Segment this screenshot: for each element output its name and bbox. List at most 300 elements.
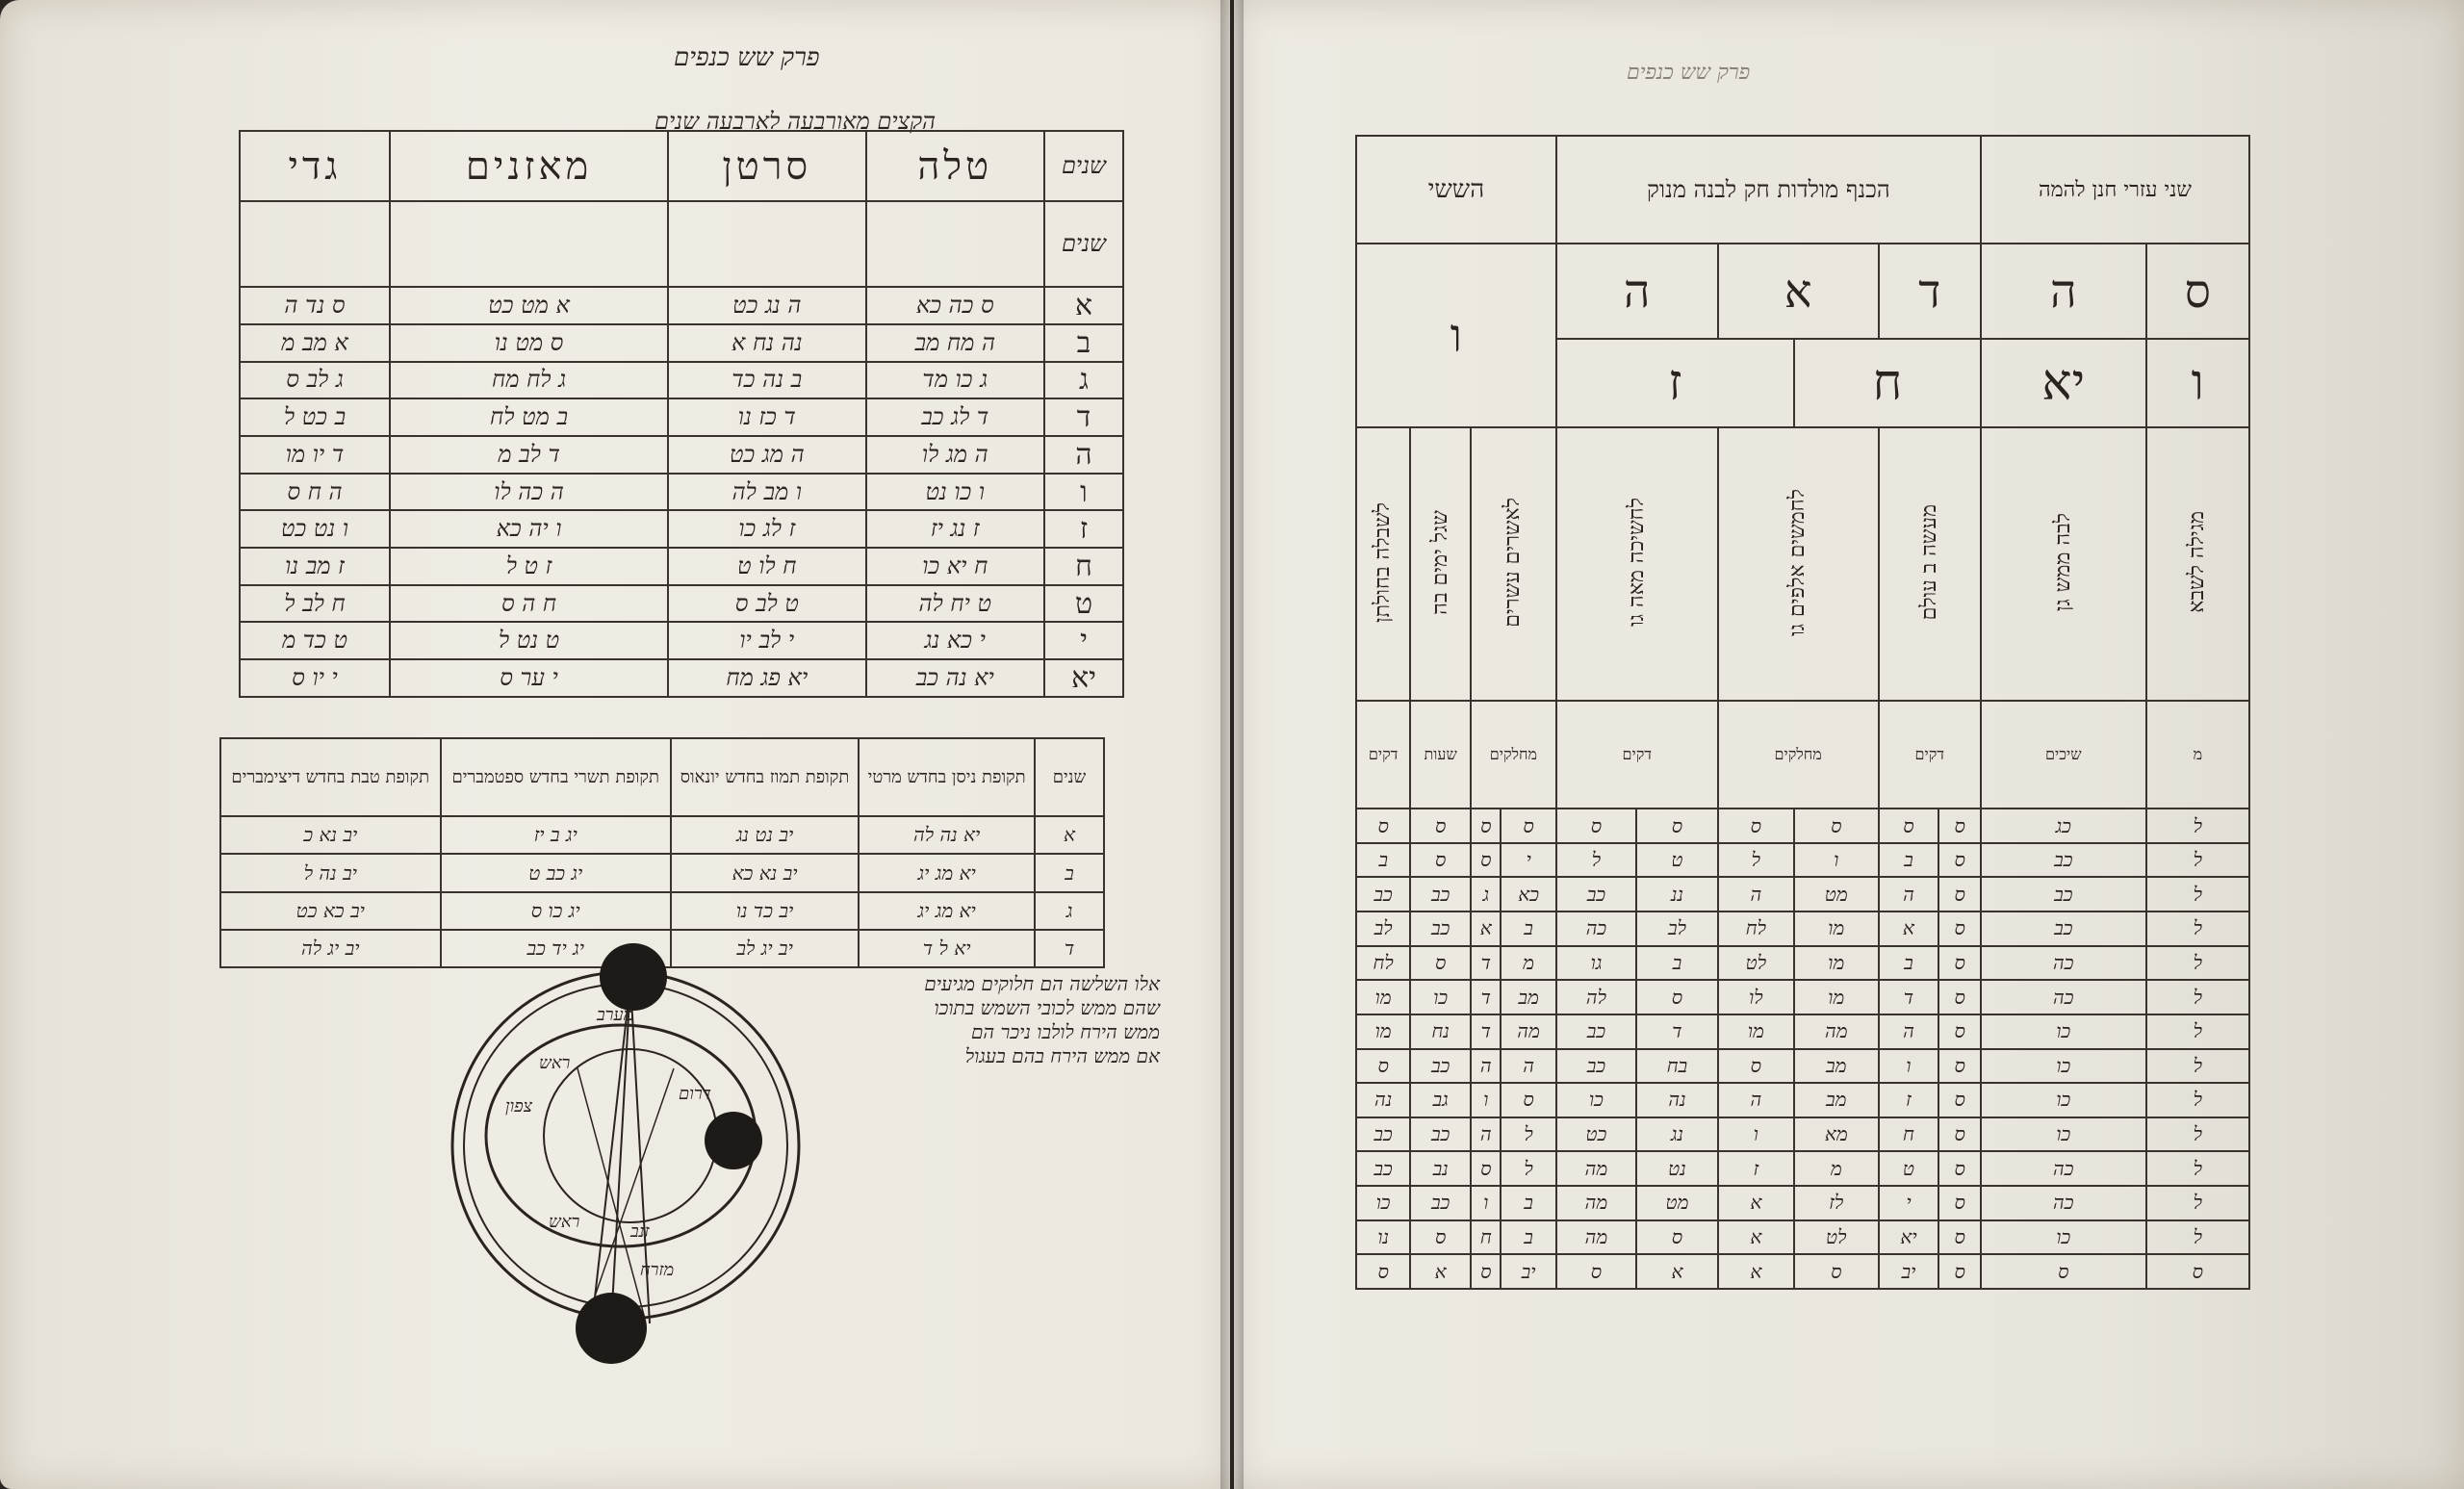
t3-value-cell: ו — [1718, 1117, 1794, 1152]
t3-value-cell: ל — [2146, 946, 2249, 981]
t3-value-cell: ס — [1938, 911, 1981, 946]
t3-value-cell: ס — [1938, 877, 1981, 911]
t3-value-cell: ד — [1879, 980, 1939, 1014]
t1-year-cell: יא — [1044, 659, 1123, 697]
t3-value-cell: כה — [1981, 1151, 2146, 1186]
table-row — [1356, 877, 2249, 911]
t1-year-cell: ט — [1044, 585, 1123, 623]
t2-value-cell: יא מג יג — [859, 854, 1035, 891]
table-row — [240, 585, 1123, 623]
table-row — [1356, 1151, 2249, 1186]
t3-value-cell: מה — [1556, 1220, 1636, 1255]
t3-value-cell: א — [1879, 911, 1939, 946]
t1-value-cell: י ער ס — [390, 659, 668, 697]
t2-head-tammuz: תקופת תמוז בחדש יונאוס — [671, 738, 859, 816]
t1-value-cell: י לב יו — [668, 622, 865, 659]
t1-value-cell: א מב מ — [240, 324, 390, 362]
t3-value-cell: מא — [1794, 1117, 1879, 1152]
t3-head-left: הששי — [1356, 136, 1556, 244]
t2-year-cell: ג — [1035, 892, 1104, 930]
t3-value-cell: א — [1718, 1254, 1794, 1289]
t3-value-cell: ס — [1410, 843, 1471, 878]
t1-year-cell: ה — [1044, 436, 1123, 474]
t3-value-cell: ח — [1471, 1220, 1501, 1255]
t3-value-cell: ס — [1938, 1083, 1981, 1117]
t1-value-cell: א מט כט — [390, 287, 668, 324]
t1-head-aries: טלה — [866, 131, 1044, 201]
t3-value-cell: ס — [1938, 843, 1981, 878]
t3-value-cell: כב — [1410, 1186, 1471, 1220]
t1-year-cell: ד — [1044, 398, 1123, 436]
t3-value-cell: ד — [1636, 1014, 1718, 1049]
table-row — [1356, 1186, 2249, 1220]
t3-value-cell: ס — [1636, 809, 1718, 843]
t3-value-cell: ס — [1410, 809, 1471, 843]
table-row — [1356, 911, 2249, 946]
t3-value-cell: ל — [2146, 877, 2249, 911]
t1-value-cell: יא פג מח — [668, 659, 865, 697]
t3-letter: ה — [1981, 244, 2146, 339]
t1-value-cell: ו נט כט — [240, 510, 390, 548]
t3-sub-label: דקים — [1879, 701, 1981, 809]
t1-value-cell: ג לח מח — [390, 362, 668, 399]
t1-value-cell: ח לב ל — [240, 585, 390, 623]
t3-value-cell: מו — [1794, 911, 1879, 946]
t3-value-cell: לט — [1794, 1220, 1879, 1255]
t2-value-cell: יא מג יג — [859, 892, 1035, 930]
t3-value-cell: מו — [1794, 980, 1879, 1014]
t1-value-cell: ט נט ל — [390, 622, 668, 659]
t3-value-cell: כו — [1981, 1014, 2146, 1049]
t1-year-cell: ו — [1044, 474, 1123, 511]
table-row — [220, 854, 1104, 891]
t3-value-cell: ס — [1938, 946, 1981, 981]
t3-value-cell: כה — [1981, 980, 2146, 1014]
table-row — [1356, 1220, 2249, 1255]
t3-letter: ו — [2146, 339, 2249, 427]
diagram-label-tail: זנב — [630, 1221, 650, 1242]
t3-value-cell: י — [1879, 1186, 1939, 1220]
t1-value-cell: ס נד ה — [240, 287, 390, 324]
t1-value-cell: ד לב מ — [390, 436, 668, 474]
t2-value-cell: יב כא כט — [220, 892, 441, 930]
t3-value-cell: ב — [1501, 911, 1555, 946]
t2-year-cell: ד — [1035, 930, 1104, 967]
table1-title: הקצים מאורבעה לארבעה שנים — [654, 108, 937, 135]
t3-value-cell: ה — [1718, 1083, 1794, 1117]
t3-value-cell: ב — [1356, 843, 1410, 878]
t3-value-cell: יב — [1879, 1254, 1939, 1289]
t1-value-cell: ה כה לו — [390, 474, 668, 511]
t2-value-cell: יב נה ל — [220, 854, 441, 891]
t1-value-cell: ד כז נו — [668, 398, 865, 436]
book-gutter — [1220, 0, 1244, 1489]
t3-value-cell: מו — [1718, 1014, 1794, 1049]
t1-value-cell: ד יו מו — [240, 436, 390, 474]
t3-value-cell: מה — [1501, 1014, 1555, 1049]
t3-value-cell: ל — [2146, 1220, 2249, 1255]
table-row — [240, 659, 1123, 697]
t3-value-cell: יא — [1879, 1220, 1939, 1255]
t3-value-cell: מה — [1556, 1151, 1636, 1186]
t2-value-cell: יא נה לה — [859, 816, 1035, 854]
t3-value-cell: ט — [1879, 1151, 1939, 1186]
t3-value-cell: כו — [1981, 1220, 2146, 1255]
t1-value-cell: ט יח לה — [866, 585, 1044, 623]
t3-value-cell: ס — [2146, 1254, 2249, 1289]
t1-value-cell: ס כה כא — [866, 287, 1044, 324]
t3-vertical-label: לבה ממש גן — [2050, 513, 2075, 612]
t1-value-cell: ז ט ל — [390, 548, 668, 585]
t3-letter: ד — [1879, 244, 1981, 339]
t1-year-cell: ב — [1044, 324, 1123, 362]
t3-value-cell: ס — [1794, 1254, 1879, 1289]
diagram-note-line: ממש הירח לולבו ניכר הם — [970, 1020, 1160, 1043]
t1-value-cell: ח לו ט — [668, 548, 865, 585]
t3-value-cell: כב — [1410, 1117, 1471, 1152]
t3-value-cell: כו — [1981, 1117, 2146, 1152]
t3-value-cell: כב — [1556, 1049, 1636, 1084]
t3-vertical-label: לחמשים אלפים גו — [1785, 488, 1810, 636]
t1-value-cell: ב נה כד — [668, 362, 865, 399]
t3-value-cell: כו — [1356, 1186, 1410, 1220]
t2-value-cell: יב נא כ — [220, 816, 441, 854]
t3-value-cell: מב — [1794, 1049, 1879, 1084]
t3-value-cell: ס — [1356, 809, 1410, 843]
t1-value-cell: ו כו נט — [866, 474, 1044, 511]
t1-value-cell: ח ה ס — [390, 585, 668, 623]
table-row — [240, 362, 1123, 399]
t3-value-cell: ס — [1471, 1254, 1501, 1289]
table-row — [1356, 809, 2249, 843]
t1-value-cell: ו מב לה — [668, 474, 865, 511]
t1-value-cell: ה ח ס — [240, 474, 390, 511]
t3-value-cell: לט — [1718, 946, 1794, 981]
t3-letter: ח — [1794, 339, 1981, 427]
t3-value-cell: א — [1718, 1220, 1794, 1255]
t3-value-cell: כב — [1981, 911, 2146, 946]
t1-value-cell: ב מט לח — [390, 398, 668, 436]
t3-value-cell: ו — [1879, 1049, 1939, 1084]
table-row — [1356, 1254, 2249, 1289]
t3-value-cell: כב — [1556, 877, 1636, 911]
t3-value-cell: ו — [1471, 1186, 1501, 1220]
t1-value-cell: ס מט נו — [390, 324, 668, 362]
t1-value-cell: ז לג כו — [668, 510, 865, 548]
t3-value-cell: כב — [1981, 843, 2146, 878]
t3-value-cell: בח — [1636, 1049, 1718, 1084]
t1-value-cell: ג לב ס — [240, 362, 390, 399]
t3-vertical-label: לשבלה בחולתן — [1371, 501, 1396, 623]
t3-head-right: שני עזרי חנן להמה — [1981, 136, 2249, 244]
t3-value-cell: נג — [1636, 1117, 1718, 1152]
t3-value-cell: ל — [2146, 1049, 2249, 1084]
t3-letter: ו — [1356, 244, 1556, 427]
diagram-note — [900, 972, 1160, 1068]
t1-value-cell: י כא נג — [866, 622, 1044, 659]
t3-value-cell: ס — [1410, 946, 1471, 981]
t3-letter: ה — [1556, 244, 1718, 339]
t1-value-cell: ח יא כו — [866, 548, 1044, 585]
eclipse-diagram — [424, 943, 828, 1367]
t1-year-cell: ח — [1044, 548, 1123, 585]
left-running-head: פרק שש כנפים — [674, 43, 820, 72]
diagram-label-west: מערב — [597, 1005, 634, 1025]
t3-value-cell: ב — [1501, 1220, 1555, 1255]
t1-value-cell: ה מח מב — [866, 324, 1044, 362]
t3-value-cell: ס — [1410, 1220, 1471, 1255]
t3-value-cell: נב — [1410, 1151, 1471, 1186]
t3-value-cell: ל — [2146, 911, 2249, 946]
t1-value-cell: ט לב ס — [668, 585, 865, 623]
t3-letter: יא — [1981, 339, 2146, 427]
t3-value-cell: לז — [1794, 1186, 1879, 1220]
t3-value-cell: ל — [2146, 843, 2249, 878]
table-row — [1356, 1117, 2249, 1152]
t3-head-middle: הכנף מולדות חק לבנה מנוק — [1556, 136, 1981, 244]
t3-value-cell: ס — [1356, 1049, 1410, 1084]
t3-value-cell: לב — [1356, 911, 1410, 946]
t3-value-cell: ננ — [1636, 877, 1718, 911]
t3-letter: ז — [1556, 339, 1794, 427]
table-row — [1356, 1083, 2249, 1117]
t3-value-cell: כה — [1556, 911, 1636, 946]
t2-head-nisan: תקופת ניסן בחדש מרטי — [859, 738, 1035, 816]
table-row — [1356, 980, 2249, 1014]
t3-vertical-label: לאשרים עשרים — [1501, 497, 1526, 628]
t3-value-cell: כב — [1356, 1151, 1410, 1186]
table-row — [240, 436, 1123, 474]
t1-value-cell: ה מג כט — [668, 436, 865, 474]
t3-value-cell: כו — [1410, 980, 1471, 1014]
t3-value-cell: כב — [1356, 1117, 1410, 1152]
t1-value-cell: ה מג לו — [866, 436, 1044, 474]
t3-value-cell: לו — [1718, 980, 1794, 1014]
t3-value-cell: ל — [2146, 1117, 2249, 1152]
t3-value-cell: ס — [1879, 809, 1939, 843]
t3-value-cell: ו — [1794, 843, 1879, 878]
t3-value-cell: ב — [1879, 946, 1939, 981]
t3-value-cell: ס — [1794, 809, 1879, 843]
diagram-label-east: מזרח — [640, 1260, 675, 1280]
t3-value-cell: ל — [2146, 809, 2249, 843]
t3-value-cell: גו — [1556, 946, 1636, 981]
t3-value-cell: ס — [1938, 1151, 1981, 1186]
t3-value-cell: ס — [1556, 1254, 1636, 1289]
t3-sub-label: מ — [2146, 701, 2249, 809]
t3-value-cell: נו — [1356, 1220, 1410, 1255]
table-row — [240, 510, 1123, 548]
table-row — [220, 816, 1104, 854]
t3-value-cell: ד — [1471, 946, 1501, 981]
t3-value-cell: מו — [1794, 946, 1879, 981]
seasons-table — [219, 737, 1105, 968]
t3-value-cell: מה — [1794, 1014, 1879, 1049]
t3-value-cell: כה — [1981, 1186, 2146, 1220]
t3-value-cell: ה — [1718, 877, 1794, 911]
year-cycles-table — [239, 130, 1124, 698]
t1-value-cell: ז מב נו — [240, 548, 390, 585]
t3-value-cell: לח — [1356, 946, 1410, 981]
t2-value-cell: יג כב ט — [441, 854, 671, 891]
t3-value-cell: ס — [1636, 980, 1718, 1014]
t3-value-cell: כב — [1556, 1014, 1636, 1049]
t3-value-cell: ל — [2146, 980, 2249, 1014]
t1-year-cell: י — [1044, 622, 1123, 659]
diagram-label-head: ראש — [539, 1053, 571, 1073]
t3-value-cell: ס — [1471, 1151, 1501, 1186]
t3-value-cell: ב — [1879, 843, 1939, 878]
t3-value-cell: ס — [1938, 1254, 1981, 1289]
t3-value-cell: ל — [2146, 1083, 2249, 1117]
t3-value-cell: א — [1718, 1186, 1794, 1220]
t3-value-cell: כב — [1410, 877, 1471, 911]
t3-value-cell: ס — [1471, 843, 1501, 878]
t3-value-cell: יב — [1501, 1254, 1555, 1289]
t3-value-cell: כא — [1501, 877, 1555, 911]
t3-value-cell: כב — [1981, 877, 2146, 911]
t3-vertical-label: לחשיכה מאה גו — [1624, 498, 1649, 628]
t3-value-cell: ד — [1471, 1014, 1501, 1049]
t3-value-cell: ס — [1938, 1014, 1981, 1049]
t3-value-cell: ו — [1471, 1083, 1501, 1117]
moon-disc-right — [705, 1112, 762, 1169]
t3-value-cell: לב — [1636, 911, 1718, 946]
t3-sub-label: דקים — [1356, 701, 1410, 809]
t3-value-cell: כו — [1981, 1049, 2146, 1084]
t1-head-libra: מאזנים — [390, 131, 668, 201]
table-row — [240, 398, 1123, 436]
t3-value-cell: כו — [1981, 1083, 2146, 1117]
t3-value-cell: ה — [1879, 877, 1939, 911]
t3-value-cell: ס — [1938, 1186, 1981, 1220]
table-row — [1356, 843, 2249, 878]
t2-head-tevet: תקופת טבת בחדש דיצימברים — [220, 738, 441, 816]
t3-value-cell: ז — [1879, 1083, 1939, 1117]
t3-value-cell: ד — [1471, 980, 1501, 1014]
table-row — [1356, 946, 2249, 981]
t1-value-cell: ד לג כב — [866, 398, 1044, 436]
t1-value-cell: ט כד מ — [240, 622, 390, 659]
diagram-note-line: אם ממש הירח בהם בעגול — [964, 1044, 1160, 1067]
t2-value-cell: יב נט נג — [671, 816, 859, 854]
t3-value-cell: ס — [1501, 809, 1555, 843]
t1-year-cell: א — [1044, 287, 1123, 324]
diagram-label-head-2: ראש — [549, 1212, 580, 1232]
diagram-label-north: צפון — [505, 1096, 533, 1117]
t3-value-cell: ב — [1501, 1186, 1555, 1220]
t3-value-cell: י — [1501, 843, 1555, 878]
t1-year-cell: ז — [1044, 510, 1123, 548]
t3-value-cell: ס — [1501, 1083, 1555, 1117]
t1-value-cell: ה נג כט — [668, 287, 865, 324]
table-row — [240, 622, 1123, 659]
t3-value-cell: ב — [1636, 946, 1718, 981]
t2-year-cell: ב — [1035, 854, 1104, 891]
t2-head-years: שנים — [1035, 738, 1104, 816]
right-running-head: פרק שש כנפים — [1627, 61, 1751, 85]
t3-value-cell: נח — [1410, 1014, 1471, 1049]
t3-value-cell: ג — [1471, 877, 1501, 911]
t3-value-cell: ס — [1636, 1220, 1718, 1255]
table-row — [240, 474, 1123, 511]
t3-value-cell: מו — [1356, 980, 1410, 1014]
table-row — [240, 548, 1123, 585]
t3-value-cell: ס — [1356, 1254, 1410, 1289]
t3-value-cell: ס — [1938, 809, 1981, 843]
t3-value-cell: נה — [1636, 1083, 1718, 1117]
t1-value-cell: ו יה כא — [390, 510, 668, 548]
t3-vertical-label: מגילה לשבא — [2185, 511, 2210, 614]
t2-value-cell: יב כד נו — [671, 892, 859, 930]
t2-head-tishrei: תקופת תשרי בחדש ספטמברים — [441, 738, 671, 816]
t3-value-cell: ס — [1938, 1049, 1981, 1084]
t3-value-cell: א — [1410, 1254, 1471, 1289]
sun-disc — [600, 943, 667, 1011]
table-row — [240, 287, 1123, 324]
t1-head-capricorn: גדי — [240, 131, 390, 201]
t3-value-cell: ל — [1556, 843, 1636, 878]
t3-sub-label: שיכים — [1981, 701, 2146, 809]
t1-value-cell: נה נח א — [668, 324, 865, 362]
t3-value-cell: מט — [1794, 877, 1879, 911]
t3-value-cell: מב — [1501, 980, 1555, 1014]
t1-year-cell: ג — [1044, 362, 1123, 399]
table-row — [240, 324, 1123, 362]
diagram-note-line: שהם ממש לכובי השמש בתוכו — [934, 996, 1160, 1019]
t3-value-cell: ל — [2146, 1186, 2249, 1220]
t3-value-cell: מב — [1794, 1083, 1879, 1117]
t3-sub-label: שעות — [1410, 701, 1471, 809]
diagram-note-line: אלו השלשה הם חלוקים מגיעים — [924, 972, 1160, 995]
t3-value-cell: ל — [1501, 1117, 1555, 1152]
t1-value-cell: י יו ס — [240, 659, 390, 697]
t2-value-cell: יג ב יז — [441, 816, 671, 854]
t3-value-cell: ה — [1471, 1117, 1501, 1152]
t3-value-cell: גב — [1410, 1083, 1471, 1117]
t3-value-cell: מו — [1356, 1014, 1410, 1049]
t3-value-cell: ס — [1718, 1049, 1794, 1084]
t2-value-cell: יג יד כב — [441, 930, 671, 967]
t3-value-cell: כב — [1410, 911, 1471, 946]
t3-value-cell: ל — [1501, 1151, 1555, 1186]
t3-value-cell: כט — [1556, 1117, 1636, 1152]
t3-value-cell: ל — [2146, 1014, 2249, 1049]
t3-value-cell: ס — [1718, 809, 1794, 843]
t3-value-cell: ס — [1938, 980, 1981, 1014]
t3-value-cell: ס — [1556, 809, 1636, 843]
t3-value-cell: נט — [1636, 1151, 1718, 1186]
moon-table — [1355, 135, 2250, 1290]
t3-value-cell: ה — [1879, 1014, 1939, 1049]
t1-value-cell: ז נג יז — [866, 510, 1044, 548]
t3-vertical-label: מעשה ב עולם — [1916, 504, 1941, 621]
t3-sub-label: מחלקים — [1471, 701, 1556, 809]
t1-value-cell: יא נה כב — [866, 659, 1044, 697]
t3-value-cell: ס — [1938, 1220, 1981, 1255]
t1-value-cell: ג כו מד — [866, 362, 1044, 399]
diagram-label-south: דרום — [679, 1084, 711, 1104]
t3-value-cell: כב — [1410, 1049, 1471, 1084]
t3-value-cell: ס — [1938, 1117, 1981, 1152]
t3-value-cell: ה — [1471, 1049, 1501, 1084]
t2-value-cell: יא ל ד — [859, 930, 1035, 967]
t3-vertical-label: שגל ימים בה — [1427, 509, 1452, 615]
t2-value-cell: יב נא כא — [671, 854, 859, 891]
t3-value-cell: נה — [1356, 1083, 1410, 1117]
t3-value-cell: ל — [2146, 1151, 2249, 1186]
t3-letter: א — [1718, 244, 1879, 339]
